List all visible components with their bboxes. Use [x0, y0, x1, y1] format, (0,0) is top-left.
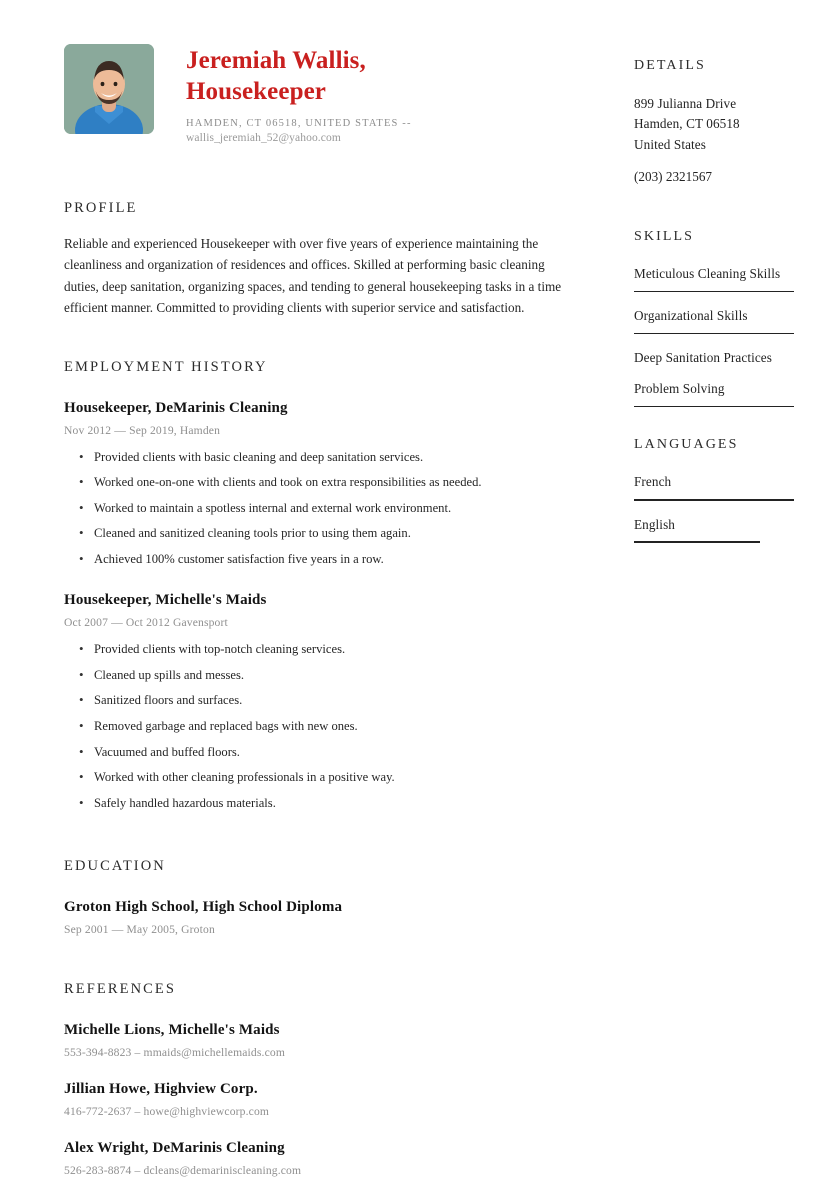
- references-heading: REFERENCES: [64, 981, 177, 997]
- main-column: [64, 0, 570, 1177]
- list-item: • Achieved 100% customer satisfaction five years in a row.: [64, 551, 570, 568]
- job-meta: Nov 2012 — Sep 2019, Hamden: [64, 423, 221, 437]
- profile-heading: PROFILE: [64, 200, 138, 216]
- language-level-bar: [634, 541, 760, 542]
- details-section: [634, 58, 794, 185]
- skill-item: [634, 264, 794, 292]
- list-item: • Provided clients with basic cleaning and deep sanitation services.: [64, 449, 570, 466]
- language-level-bar: [634, 499, 794, 500]
- list-item: • Worked to maintain a spotless internal and external work environment.: [64, 500, 570, 517]
- skill-label: Problem Solving: [634, 381, 725, 397]
- address-line-1: 899 Julianna Drive: [634, 96, 737, 111]
- reference-meta: 416-772-2637 – howe@highviewcorp.com: [64, 1105, 270, 1118]
- language-label: English: [634, 516, 675, 532]
- profile-text: Reliable and experienced Housekeeper with over five years of experience maintaining the cleanliness and organization of residences and offices. Skilled at performing basic cleaning duties, deep sanitation, organizing spaces, and tending to general housekeeping tasks in a time efficient manner. Committed to providing clients with superior service and satisfaction.: [64, 236, 562, 316]
- contact-email[interactable]: wallis_jeremiah_52@yahoo.com: [186, 132, 341, 144]
- job-title: Housekeeper, Michelle's Maids: [64, 592, 267, 609]
- skill-label: Meticulous Cleaning Skills: [634, 265, 781, 281]
- skill-level-bar: [634, 291, 794, 292]
- reference-entry: [64, 1140, 570, 1177]
- sidebar: [634, 0, 794, 557]
- reference-meta: 553-394-8823 – mmaids@michellemaids.com: [64, 1046, 285, 1059]
- employment-heading: EMPLOYMENT HISTORY: [64, 358, 268, 375]
- language-item: [634, 515, 794, 543]
- job-bullets: [64, 641, 570, 812]
- resume-header: [64, 0, 570, 144]
- reference-name: Alex Wright, DeMarinis Cleaning: [64, 1140, 285, 1156]
- address-line-3: United States: [634, 136, 706, 152]
- skill-item: [634, 348, 794, 368]
- list-item: • Cleaned and sanitized cleaning tools prior to using them again.: [64, 525, 570, 542]
- job-entry: [64, 400, 570, 569]
- list-item: • Worked with other cleaning professionals in a positive way.: [64, 769, 570, 786]
- job-bullets: [64, 449, 570, 569]
- contact-location: HAMDEN, CT 06518, UNITED STATES --: [186, 118, 412, 129]
- skills-heading: SKILLS: [634, 228, 695, 244]
- profile-photo: [64, 44, 154, 134]
- name-line-2: Housekeeper: [186, 77, 326, 105]
- job-entry: [64, 592, 570, 812]
- reference-meta: 526-283-8874 – dcleans@demariniscleaning.com: [64, 1164, 302, 1177]
- skills-section: [634, 229, 794, 407]
- reference-entry: [64, 1022, 570, 1059]
- job-meta: Oct 2007 — Oct 2012 Gavensport: [64, 616, 228, 630]
- phone-number[interactable]: (203) 2321567: [634, 168, 713, 184]
- education-title: Groton High School, High School Diploma: [64, 899, 343, 915]
- language-label: French: [634, 474, 672, 490]
- list-item: • Removed garbage and replaced bags with new ones.: [64, 718, 570, 735]
- languages-heading: LANGUAGES: [634, 437, 739, 453]
- address-line-2: Hamden, CT 06518: [634, 116, 740, 132]
- list-item: • Safely handled hazardous materials.: [64, 795, 570, 812]
- education-heading: EDUCATION: [64, 858, 166, 874]
- list-item: • Sanitized floors and surfaces.: [64, 692, 570, 709]
- education-entry: [64, 899, 570, 936]
- page-title: [186, 46, 412, 107]
- skill-item: [634, 379, 794, 407]
- profile-section: [64, 200, 570, 319]
- list-item: • Provided clients with top-notch cleaning services.: [64, 641, 570, 658]
- skill-level-bar: [634, 333, 794, 334]
- reference-name: Jillian Howe, Highview Corp.: [64, 1081, 258, 1097]
- languages-section: [634, 437, 794, 542]
- education-section: [64, 858, 570, 936]
- references-section: [64, 981, 570, 1177]
- education-meta: Sep 2001 — May 2005, Groton: [64, 923, 215, 936]
- reference-name: Michelle Lions, Michelle's Maids: [64, 1022, 280, 1038]
- skill-label: Organizational Skills: [634, 308, 748, 324]
- employment-section: [64, 359, 570, 813]
- skill-label: Deep Sanitation Practices: [634, 350, 772, 366]
- job-title: Housekeeper, DeMarinis Cleaning: [64, 399, 288, 416]
- list-item: • Vacuumed and buffed floors.: [64, 744, 570, 761]
- header-text: [186, 44, 412, 144]
- skill-item: [634, 306, 794, 334]
- reference-entry: [64, 1081, 570, 1118]
- skill-level-bar: [634, 406, 794, 407]
- language-item: [634, 472, 794, 500]
- list-item: • Cleaned up spills and messes.: [64, 667, 570, 684]
- list-item: • Worked one-on-one with clients and took on extra responsibilities as needed.: [64, 474, 570, 491]
- name-line-1: Jeremiah Wallis,: [186, 47, 366, 74]
- details-heading: DETAILS: [634, 58, 706, 73]
